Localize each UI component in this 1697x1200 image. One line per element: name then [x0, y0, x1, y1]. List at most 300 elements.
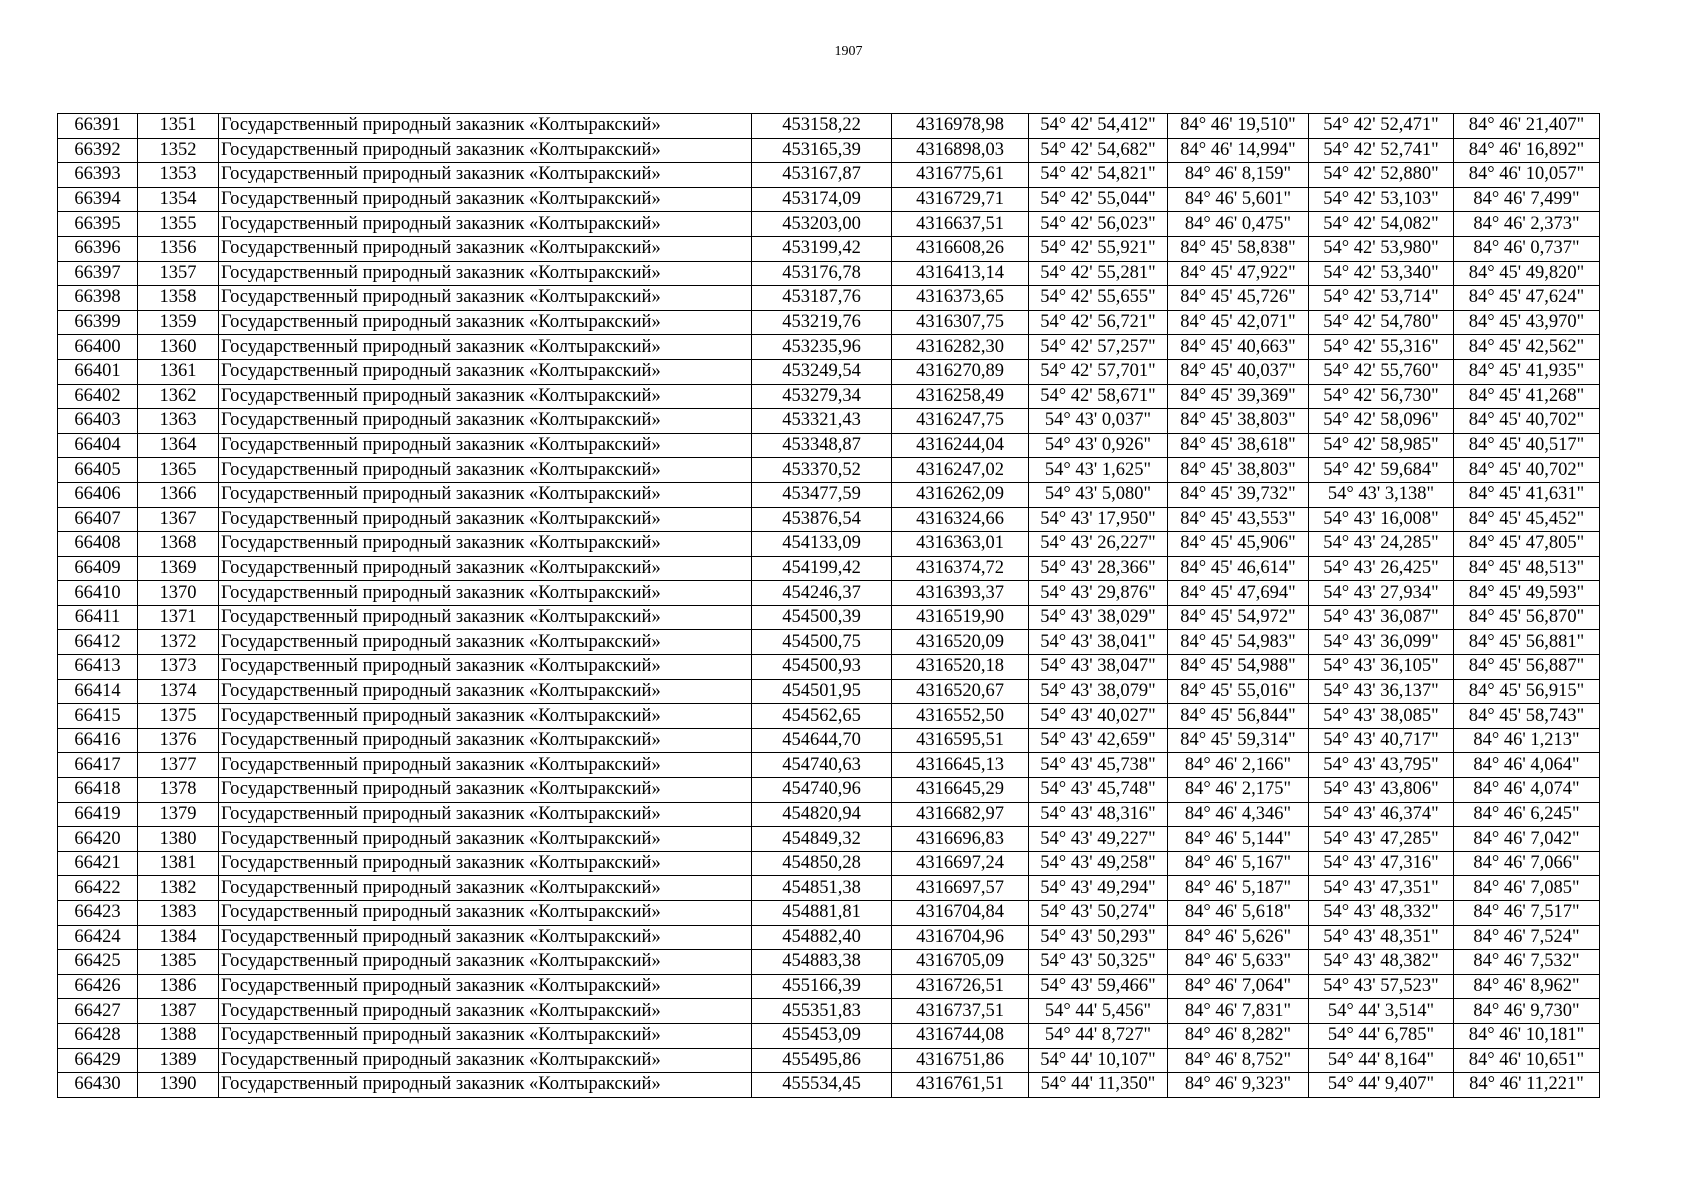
object-name-cell: Государственный природный заказник «Колтыракский»: [219, 827, 752, 852]
longitude-a-cell: 84° 46' 5,601": [1168, 187, 1309, 212]
longitude-b-cell: 84° 45' 48,513": [1454, 556, 1600, 581]
latitude-a-cell: 54° 42' 58,671": [1029, 384, 1168, 409]
x-coordinate-cell: 455495,86: [752, 1048, 892, 1073]
longitude-a-cell: 84° 45' 40,663": [1168, 335, 1309, 360]
longitude-b-cell: 84° 46' 9,730": [1454, 999, 1600, 1024]
row-number-cell: 66397: [58, 261, 138, 286]
longitude-b-cell: 84° 45' 41,631": [1454, 482, 1600, 507]
latitude-a-cell: 54° 43' 45,748": [1029, 778, 1168, 803]
latitude-b-cell: 54° 44' 6,785": [1309, 1023, 1454, 1048]
longitude-a-cell: 84° 45' 47,922": [1168, 261, 1309, 286]
row-number-cell: 66411: [58, 605, 138, 630]
longitude-a-cell: 84° 45' 54,983": [1168, 630, 1309, 655]
table-row: [58, 236, 1600, 261]
table-row: [58, 409, 1600, 434]
y-coordinate-cell: 4316552,50: [892, 704, 1029, 729]
latitude-a-cell: 54° 42' 54,821": [1029, 163, 1168, 188]
x-coordinate-cell: 455453,09: [752, 1023, 892, 1048]
object-name-cell: Государственный природный заказник «Колтыракский»: [219, 1048, 752, 1073]
point-number-cell: 1369: [138, 556, 219, 581]
latitude-a-cell: 54° 43' 5,080": [1029, 482, 1168, 507]
latitude-b-cell: 54° 43' 43,795": [1309, 753, 1454, 778]
latitude-b-cell: 54° 43' 26,425": [1309, 556, 1454, 581]
object-name-cell: Государственный природный заказник «Колтыракский»: [219, 851, 752, 876]
longitude-b-cell: 84° 46' 1,213": [1454, 728, 1600, 753]
latitude-b-cell: 54° 42' 59,684": [1309, 458, 1454, 483]
latitude-b-cell: 54° 43' 36,105": [1309, 655, 1454, 680]
table-row: [58, 630, 1600, 655]
longitude-a-cell: 84° 46' 5,633": [1168, 950, 1309, 975]
longitude-b-cell: 84° 46' 16,892": [1454, 138, 1600, 163]
point-number-cell: 1356: [138, 236, 219, 261]
latitude-a-cell: 54° 43' 40,027": [1029, 704, 1168, 729]
object-name-cell: Государственный природный заказник «Колтыракский»: [219, 802, 752, 827]
object-name-cell: Государственный природный заказник «Колтыракский»: [219, 753, 752, 778]
row-number-cell: 66391: [58, 114, 138, 139]
latitude-a-cell: 54° 43' 38,041": [1029, 630, 1168, 655]
latitude-a-cell: 54° 43' 59,466": [1029, 974, 1168, 999]
latitude-a-cell: 54° 43' 28,366": [1029, 556, 1168, 581]
y-coordinate-cell: 4316729,71: [892, 187, 1029, 212]
object-name-cell: Государственный природный заказник «Колтыракский»: [219, 679, 752, 704]
y-coordinate-cell: 4316761,51: [892, 1073, 1029, 1098]
point-number-cell: 1357: [138, 261, 219, 286]
latitude-b-cell: 54° 43' 46,374": [1309, 802, 1454, 827]
longitude-a-cell: 84° 46' 0,475": [1168, 212, 1309, 237]
x-coordinate-cell: 455351,83: [752, 999, 892, 1024]
point-number-cell: 1355: [138, 212, 219, 237]
row-number-cell: 66404: [58, 433, 138, 458]
y-coordinate-cell: 4316696,83: [892, 827, 1029, 852]
y-coordinate-cell: 4316520,67: [892, 679, 1029, 704]
latitude-a-cell: 54° 42' 55,655": [1029, 286, 1168, 311]
longitude-a-cell: 84° 45' 58,838": [1168, 236, 1309, 261]
latitude-b-cell: 54° 43' 48,332": [1309, 901, 1454, 926]
latitude-a-cell: 54° 42' 55,044": [1029, 187, 1168, 212]
x-coordinate-cell: 453321,43: [752, 409, 892, 434]
row-number-cell: 66424: [58, 925, 138, 950]
row-number-cell: 66410: [58, 581, 138, 606]
y-coordinate-cell: 4316393,37: [892, 581, 1029, 606]
object-name-cell: Государственный природный заказник «Колтыракский»: [219, 876, 752, 901]
longitude-b-cell: 84° 45' 43,970": [1454, 310, 1600, 335]
y-coordinate-cell: 4316247,02: [892, 458, 1029, 483]
table-row: [58, 458, 1600, 483]
object-name-cell: Государственный природный заказник «Колтыракский»: [219, 901, 752, 926]
object-name-cell: Государственный природный заказник «Колтыракский»: [219, 1073, 752, 1098]
row-number-cell: 66425: [58, 950, 138, 975]
y-coordinate-cell: 4316704,84: [892, 901, 1029, 926]
longitude-a-cell: 84° 46' 7,064": [1168, 974, 1309, 999]
x-coordinate-cell: 454246,37: [752, 581, 892, 606]
row-number-cell: 66407: [58, 507, 138, 532]
latitude-b-cell: 54° 42' 52,880": [1309, 163, 1454, 188]
x-coordinate-cell: 453176,78: [752, 261, 892, 286]
object-name-cell: Государственный природный заказник «Колтыракский»: [219, 187, 752, 212]
point-number-cell: 1380: [138, 827, 219, 852]
row-number-cell: 66418: [58, 778, 138, 803]
longitude-a-cell: 84° 46' 2,175": [1168, 778, 1309, 803]
table-row: [58, 851, 1600, 876]
latitude-b-cell: 54° 44' 8,164": [1309, 1048, 1454, 1073]
longitude-a-cell: 84° 46' 7,831": [1168, 999, 1309, 1024]
latitude-b-cell: 54° 43' 27,934": [1309, 581, 1454, 606]
row-number-cell: 66401: [58, 359, 138, 384]
table-row: [58, 335, 1600, 360]
longitude-a-cell: 84° 45' 38,618": [1168, 433, 1309, 458]
point-number-cell: 1381: [138, 851, 219, 876]
latitude-a-cell: 54° 43' 0,926": [1029, 433, 1168, 458]
latitude-b-cell: 54° 43' 16,008": [1309, 507, 1454, 532]
latitude-b-cell: 54° 43' 48,382": [1309, 950, 1454, 975]
latitude-b-cell: 54° 43' 48,351": [1309, 925, 1454, 950]
longitude-b-cell: 84° 45' 42,562": [1454, 335, 1600, 360]
object-name-cell: Государственный природный заказник «Колтыракский»: [219, 630, 752, 655]
object-name-cell: Государственный природный заказник «Колтыракский»: [219, 728, 752, 753]
latitude-b-cell: 54° 42' 53,980": [1309, 236, 1454, 261]
point-number-cell: 1353: [138, 163, 219, 188]
row-number-cell: 66406: [58, 482, 138, 507]
longitude-a-cell: 84° 45' 38,803": [1168, 458, 1309, 483]
latitude-b-cell: 54° 42' 58,096": [1309, 409, 1454, 434]
object-name-cell: Государственный природный заказник «Колтыракский»: [219, 384, 752, 409]
table-row: [58, 679, 1600, 704]
longitude-b-cell: 84° 45' 49,593": [1454, 581, 1600, 606]
point-number-cell: 1387: [138, 999, 219, 1024]
table-body: [58, 114, 1600, 1098]
x-coordinate-cell: 454500,75: [752, 630, 892, 655]
longitude-a-cell: 84° 45' 55,016": [1168, 679, 1309, 704]
longitude-b-cell: 84° 45' 56,915": [1454, 679, 1600, 704]
row-number-cell: 66429: [58, 1048, 138, 1073]
longitude-b-cell: 84° 46' 6,245": [1454, 802, 1600, 827]
x-coordinate-cell: 453219,76: [752, 310, 892, 335]
table-row: [58, 974, 1600, 999]
latitude-b-cell: 54° 42' 54,780": [1309, 310, 1454, 335]
latitude-a-cell: 54° 43' 1,625": [1029, 458, 1168, 483]
longitude-a-cell: 84° 46' 9,323": [1168, 1073, 1309, 1098]
row-number-cell: 66413: [58, 655, 138, 680]
point-number-cell: 1385: [138, 950, 219, 975]
object-name-cell: Государственный природный заказник «Колтыракский»: [219, 778, 752, 803]
row-number-cell: 66395: [58, 212, 138, 237]
row-number-cell: 66428: [58, 1023, 138, 1048]
latitude-b-cell: 54° 42' 56,730": [1309, 384, 1454, 409]
x-coordinate-cell: 454882,40: [752, 925, 892, 950]
x-coordinate-cell: 454133,09: [752, 532, 892, 557]
x-coordinate-cell: 454883,38: [752, 950, 892, 975]
longitude-a-cell: 84° 45' 40,037": [1168, 359, 1309, 384]
y-coordinate-cell: 4316726,51: [892, 974, 1029, 999]
latitude-b-cell: 54° 42' 55,316": [1309, 335, 1454, 360]
table-row: [58, 532, 1600, 557]
table-row: [58, 778, 1600, 803]
y-coordinate-cell: 4316705,09: [892, 950, 1029, 975]
y-coordinate-cell: 4316262,09: [892, 482, 1029, 507]
row-number-cell: 66402: [58, 384, 138, 409]
longitude-a-cell: 84° 46' 5,626": [1168, 925, 1309, 950]
longitude-a-cell: 84° 45' 42,071": [1168, 310, 1309, 335]
latitude-a-cell: 54° 43' 38,047": [1029, 655, 1168, 680]
longitude-a-cell: 84° 46' 5,187": [1168, 876, 1309, 901]
x-coordinate-cell: 454199,42: [752, 556, 892, 581]
point-number-cell: 1371: [138, 605, 219, 630]
table-row: [58, 384, 1600, 409]
longitude-a-cell: 84° 46' 2,166": [1168, 753, 1309, 778]
longitude-a-cell: 84° 46' 5,618": [1168, 901, 1309, 926]
longitude-b-cell: 84° 45' 56,870": [1454, 605, 1600, 630]
latitude-b-cell: 54° 43' 47,316": [1309, 851, 1454, 876]
point-number-cell: 1386: [138, 974, 219, 999]
table-row: [58, 138, 1600, 163]
longitude-a-cell: 84° 46' 8,752": [1168, 1048, 1309, 1073]
x-coordinate-cell: 455166,39: [752, 974, 892, 999]
latitude-b-cell: 54° 43' 40,717": [1309, 728, 1454, 753]
object-name-cell: Государственный природный заказник «Колтыракский»: [219, 261, 752, 286]
table-row: [58, 655, 1600, 680]
longitude-a-cell: 84° 45' 47,694": [1168, 581, 1309, 606]
y-coordinate-cell: 4316608,26: [892, 236, 1029, 261]
table-row: [58, 901, 1600, 926]
row-number-cell: 66414: [58, 679, 138, 704]
longitude-a-cell: 84° 46' 8,159": [1168, 163, 1309, 188]
row-number-cell: 66421: [58, 851, 138, 876]
y-coordinate-cell: 4316744,08: [892, 1023, 1029, 1048]
latitude-a-cell: 54° 43' 49,294": [1029, 876, 1168, 901]
row-number-cell: 66422: [58, 876, 138, 901]
point-number-cell: 1384: [138, 925, 219, 950]
table-row: [58, 802, 1600, 827]
latitude-b-cell: 54° 43' 38,085": [1309, 704, 1454, 729]
table-row: [58, 187, 1600, 212]
row-number-cell: 66408: [58, 532, 138, 557]
latitude-b-cell: 54° 43' 36,099": [1309, 630, 1454, 655]
longitude-b-cell: 84° 46' 2,373": [1454, 212, 1600, 237]
x-coordinate-cell: 454500,39: [752, 605, 892, 630]
y-coordinate-cell: 4316645,13: [892, 753, 1029, 778]
y-coordinate-cell: 4316373,65: [892, 286, 1029, 311]
longitude-b-cell: 84° 45' 41,935": [1454, 359, 1600, 384]
longitude-b-cell: 84° 46' 8,962": [1454, 974, 1600, 999]
point-number-cell: 1390: [138, 1073, 219, 1098]
latitude-a-cell: 54° 42' 56,721": [1029, 310, 1168, 335]
point-number-cell: 1370: [138, 581, 219, 606]
table-row: [58, 876, 1600, 901]
table-row: [58, 212, 1600, 237]
row-number-cell: 66392: [58, 138, 138, 163]
x-coordinate-cell: 454740,96: [752, 778, 892, 803]
longitude-b-cell: 84° 46' 10,181": [1454, 1023, 1600, 1048]
point-number-cell: 1367: [138, 507, 219, 532]
x-coordinate-cell: 454881,81: [752, 901, 892, 926]
latitude-a-cell: 54° 42' 54,682": [1029, 138, 1168, 163]
point-number-cell: 1382: [138, 876, 219, 901]
longitude-b-cell: 84° 45' 40,702": [1454, 458, 1600, 483]
object-name-cell: Государственный природный заказник «Колтыракский»: [219, 458, 752, 483]
latitude-b-cell: 54° 42' 53,340": [1309, 261, 1454, 286]
longitude-a-cell: 84° 45' 54,972": [1168, 605, 1309, 630]
x-coordinate-cell: 453477,59: [752, 482, 892, 507]
y-coordinate-cell: 4316704,96: [892, 925, 1029, 950]
latitude-a-cell: 54° 43' 42,659": [1029, 728, 1168, 753]
longitude-a-cell: 84° 45' 38,803": [1168, 409, 1309, 434]
y-coordinate-cell: 4316775,61: [892, 163, 1029, 188]
row-number-cell: 66415: [58, 704, 138, 729]
object-name-cell: Государственный природный заказник «Колтыракский»: [219, 507, 752, 532]
point-number-cell: 1362: [138, 384, 219, 409]
y-coordinate-cell: 4316697,24: [892, 851, 1029, 876]
longitude-b-cell: 84° 45' 47,805": [1454, 532, 1600, 557]
latitude-a-cell: 54° 44' 11,350": [1029, 1073, 1168, 1098]
object-name-cell: Государственный природный заказник «Колтыракский»: [219, 655, 752, 680]
latitude-b-cell: 54° 44' 9,407": [1309, 1073, 1454, 1098]
longitude-b-cell: 84° 46' 21,407": [1454, 114, 1600, 139]
longitude-b-cell: 84° 45' 47,624": [1454, 286, 1600, 311]
y-coordinate-cell: 4316363,01: [892, 532, 1029, 557]
latitude-a-cell: 54° 43' 48,316": [1029, 802, 1168, 827]
y-coordinate-cell: 4316737,51: [892, 999, 1029, 1024]
latitude-b-cell: 54° 42' 52,471": [1309, 114, 1454, 139]
latitude-a-cell: 54° 44' 5,456": [1029, 999, 1168, 1024]
x-coordinate-cell: 453187,76: [752, 286, 892, 311]
latitude-a-cell: 54° 43' 29,876": [1029, 581, 1168, 606]
latitude-a-cell: 54° 43' 45,738": [1029, 753, 1168, 778]
object-name-cell: Государственный природный заказник «Колтыракский»: [219, 409, 752, 434]
table-row: [58, 1023, 1600, 1048]
point-number-cell: 1368: [138, 532, 219, 557]
x-coordinate-cell: 453165,39: [752, 138, 892, 163]
latitude-b-cell: 54° 42' 55,760": [1309, 359, 1454, 384]
object-name-cell: Государственный природный заказник «Колтыракский»: [219, 1023, 752, 1048]
table-row: [58, 163, 1600, 188]
object-name-cell: Государственный природный заказник «Колтыракский»: [219, 163, 752, 188]
latitude-b-cell: 54° 42' 53,103": [1309, 187, 1454, 212]
x-coordinate-cell: 453876,54: [752, 507, 892, 532]
object-name-cell: Государственный природный заказник «Колтыракский»: [219, 138, 752, 163]
object-name-cell: Государственный природный заказник «Колтыракский»: [219, 433, 752, 458]
table-row: [58, 827, 1600, 852]
x-coordinate-cell: 454820,94: [752, 802, 892, 827]
point-number-cell: 1352: [138, 138, 219, 163]
point-number-cell: 1366: [138, 482, 219, 507]
longitude-b-cell: 84° 46' 4,074": [1454, 778, 1600, 803]
row-number-cell: 66400: [58, 335, 138, 360]
longitude-b-cell: 84° 45' 40,517": [1454, 433, 1600, 458]
row-number-cell: 66393: [58, 163, 138, 188]
x-coordinate-cell: 453370,52: [752, 458, 892, 483]
longitude-a-cell: 84° 46' 5,144": [1168, 827, 1309, 852]
latitude-a-cell: 54° 42' 54,412": [1029, 114, 1168, 139]
longitude-a-cell: 84° 45' 39,369": [1168, 384, 1309, 409]
point-number-cell: 1358: [138, 286, 219, 311]
table-row: [58, 286, 1600, 311]
table-row: [58, 950, 1600, 975]
point-number-cell: 1378: [138, 778, 219, 803]
y-coordinate-cell: 4316324,66: [892, 507, 1029, 532]
object-name-cell: Государственный природный заказник «Колтыракский»: [219, 335, 752, 360]
object-name-cell: Государственный природный заказник «Колтыракский»: [219, 925, 752, 950]
point-number-cell: 1389: [138, 1048, 219, 1073]
x-coordinate-cell: 453249,54: [752, 359, 892, 384]
x-coordinate-cell: 453203,00: [752, 212, 892, 237]
row-number-cell: 66396: [58, 236, 138, 261]
longitude-b-cell: 84° 45' 49,820": [1454, 261, 1600, 286]
row-number-cell: 66403: [58, 409, 138, 434]
longitude-b-cell: 84° 46' 10,651": [1454, 1048, 1600, 1073]
latitude-a-cell: 54° 43' 49,258": [1029, 851, 1168, 876]
x-coordinate-cell: 454849,32: [752, 827, 892, 852]
longitude-a-cell: 84° 45' 39,732": [1168, 482, 1309, 507]
latitude-a-cell: 54° 43' 50,293": [1029, 925, 1168, 950]
latitude-a-cell: 54° 42' 57,701": [1029, 359, 1168, 384]
longitude-b-cell: 84° 46' 7,517": [1454, 901, 1600, 926]
point-number-cell: 1388: [138, 1023, 219, 1048]
object-name-cell: Государственный природный заказник «Колтыракский»: [219, 114, 752, 139]
longitude-a-cell: 84° 45' 45,906": [1168, 532, 1309, 557]
longitude-a-cell: 84° 46' 4,346": [1168, 802, 1309, 827]
longitude-b-cell: 84° 46' 7,499": [1454, 187, 1600, 212]
latitude-b-cell: 54° 43' 43,806": [1309, 778, 1454, 803]
table-row: [58, 753, 1600, 778]
longitude-a-cell: 84° 45' 45,726": [1168, 286, 1309, 311]
object-name-cell: Государственный природный заказник «Колтыракский»: [219, 359, 752, 384]
table-row: [58, 433, 1600, 458]
y-coordinate-cell: 4316978,98: [892, 114, 1029, 139]
longitude-a-cell: 84° 46' 14,994": [1168, 138, 1309, 163]
latitude-a-cell: 54° 43' 17,950": [1029, 507, 1168, 532]
longitude-a-cell: 84° 45' 59,314": [1168, 728, 1309, 753]
latitude-a-cell: 54° 42' 55,921": [1029, 236, 1168, 261]
latitude-a-cell: 54° 43' 0,037": [1029, 409, 1168, 434]
object-name-cell: Государственный природный заказник «Колтыракский»: [219, 950, 752, 975]
y-coordinate-cell: 4316270,89: [892, 359, 1029, 384]
point-number-cell: 1374: [138, 679, 219, 704]
row-number-cell: 66430: [58, 1073, 138, 1098]
latitude-a-cell: 54° 43' 50,325": [1029, 950, 1168, 975]
y-coordinate-cell: 4316682,97: [892, 802, 1029, 827]
latitude-a-cell: 54° 43' 38,079": [1029, 679, 1168, 704]
x-coordinate-cell: 453279,34: [752, 384, 892, 409]
x-coordinate-cell: 454851,38: [752, 876, 892, 901]
row-number-cell: 66399: [58, 310, 138, 335]
x-coordinate-cell: 453199,42: [752, 236, 892, 261]
latitude-a-cell: 54° 43' 26,227": [1029, 532, 1168, 557]
latitude-a-cell: 54° 42' 57,257": [1029, 335, 1168, 360]
x-coordinate-cell: 454850,28: [752, 851, 892, 876]
point-number-cell: 1351: [138, 114, 219, 139]
table-row: [58, 925, 1600, 950]
row-number-cell: 66427: [58, 999, 138, 1024]
longitude-b-cell: 84° 46' 7,042": [1454, 827, 1600, 852]
point-number-cell: 1375: [138, 704, 219, 729]
y-coordinate-cell: 4316637,51: [892, 212, 1029, 237]
table-row: [58, 728, 1600, 753]
latitude-a-cell: 54° 43' 38,029": [1029, 605, 1168, 630]
table-row: [58, 359, 1600, 384]
point-number-cell: 1359: [138, 310, 219, 335]
latitude-b-cell: 54° 42' 54,082": [1309, 212, 1454, 237]
longitude-b-cell: 84° 46' 7,532": [1454, 950, 1600, 975]
y-coordinate-cell: 4316519,90: [892, 605, 1029, 630]
table-row: [58, 605, 1600, 630]
y-coordinate-cell: 4316307,75: [892, 310, 1029, 335]
latitude-b-cell: 54° 43' 47,351": [1309, 876, 1454, 901]
table-row: [58, 581, 1600, 606]
latitude-b-cell: 54° 43' 3,138": [1309, 482, 1454, 507]
longitude-a-cell: 84° 45' 46,614": [1168, 556, 1309, 581]
object-name-cell: Государственный природный заказник «Колтыракский»: [219, 581, 752, 606]
latitude-a-cell: 54° 42' 55,281": [1029, 261, 1168, 286]
